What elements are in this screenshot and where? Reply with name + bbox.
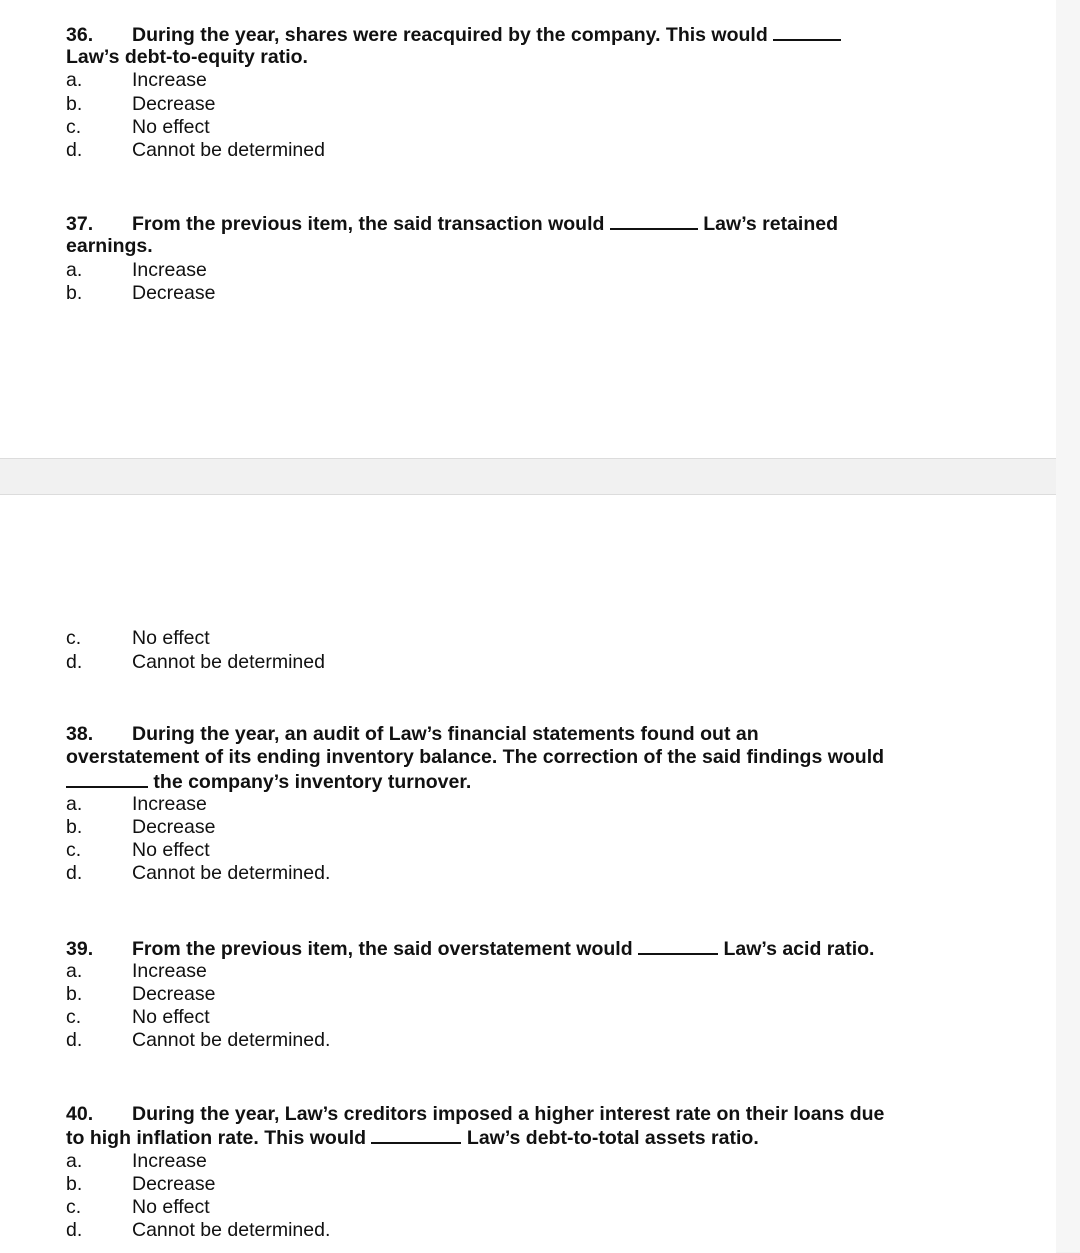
- option-letter: b.: [66, 93, 83, 115]
- option-text: No effect: [132, 839, 210, 861]
- option-letter: b.: [66, 1173, 83, 1195]
- option-text: No effect: [132, 1196, 210, 1218]
- question-36-stem-line-2: Law’s debt-to-equity ratio.: [66, 46, 308, 68]
- option-letter: d.: [66, 139, 83, 161]
- question-37-stem-text-after: Law’s retained: [703, 213, 839, 235]
- document-page-1: [0, 0, 1056, 459]
- option-letter: b.: [66, 816, 83, 838]
- question-37-stem-line-2: earnings.: [66, 235, 153, 257]
- option-letter: a.: [66, 1150, 83, 1172]
- answer-blank: [66, 770, 148, 788]
- question-38-stem-line-3: [66, 770, 471, 794]
- option-letter: d.: [66, 862, 83, 884]
- option-text: Increase: [132, 793, 207, 815]
- option-text: Cannot be determined.: [132, 862, 331, 884]
- option-letter: a.: [66, 69, 83, 91]
- option-letter: b.: [66, 282, 83, 304]
- question-37-number: 37.: [66, 213, 94, 235]
- option-text: Increase: [132, 960, 207, 982]
- option-letter: c.: [66, 116, 82, 138]
- option-letter: a.: [66, 793, 83, 815]
- question-36-number: 36.: [66, 24, 94, 46]
- option-text: Decrease: [132, 816, 216, 838]
- option-text: Increase: [132, 1150, 207, 1172]
- option-letter: a.: [66, 960, 83, 982]
- scroll-gutter[interactable]: [1056, 0, 1080, 1252]
- option-text: Decrease: [132, 983, 216, 1005]
- question-38-number: 38.: [66, 723, 94, 745]
- question-38-stem-line-1: [66, 723, 759, 746]
- question-40-number: 40.: [66, 1103, 94, 1125]
- option-text: Increase: [132, 259, 207, 281]
- option-letter: c.: [66, 839, 82, 861]
- option-text: Cannot be determined: [132, 651, 325, 673]
- option-text: No effect: [132, 1006, 210, 1028]
- option-text: Decrease: [132, 1173, 216, 1195]
- question-36-stem-line-1: [66, 23, 841, 47]
- option-text: Decrease: [132, 93, 216, 115]
- question-37-stem-line-1: [66, 212, 838, 236]
- question-38-stem-text-after: the company’s inventory turnover.: [153, 771, 472, 793]
- question-40-stem-text: During the year, Law’s creditors imposed a higher interest rate on their loans due: [132, 1103, 885, 1125]
- document-page-2: [0, 494, 1056, 1253]
- question-39-stem-line-1: [66, 937, 874, 961]
- question-40-stem-text-before: to high inflation rate. This would: [66, 1127, 367, 1149]
- question-40-stem-line-2: [66, 1126, 759, 1150]
- option-letter: c.: [66, 627, 82, 649]
- option-text: No effect: [132, 116, 210, 138]
- question-37-stem-text: From the previous item, the said transaction would: [132, 213, 605, 235]
- option-text: Cannot be determined: [132, 139, 325, 161]
- option-text: Increase: [132, 69, 207, 91]
- question-36-stem-text: During the year, shares were reacquired by the company. This would: [132, 24, 768, 46]
- option-letter: d.: [66, 651, 83, 673]
- answer-blank: [371, 1126, 461, 1144]
- question-39-stem-text-after: Law’s acid ratio.: [723, 938, 875, 960]
- option-letter: c.: [66, 1196, 82, 1218]
- option-text: Cannot be determined.: [132, 1029, 331, 1051]
- answer-blank: [773, 23, 841, 41]
- option-letter: d.: [66, 1029, 83, 1051]
- option-letter: d.: [66, 1219, 83, 1241]
- question-39-stem-text: From the previous item, the said overstatement would: [132, 938, 633, 960]
- option-text: Decrease: [132, 282, 216, 304]
- option-letter: a.: [66, 259, 83, 281]
- question-38-stem-text: During the year, an audit of Law’s financial statements found out an: [132, 723, 759, 745]
- question-38-stem-line-2: overstatement of its ending inventory balance. The correction of the said findings would: [66, 746, 885, 768]
- option-letter: c.: [66, 1006, 82, 1028]
- option-text: No effect: [132, 627, 210, 649]
- option-text: Cannot be determined.: [132, 1219, 331, 1241]
- option-letter: b.: [66, 983, 83, 1005]
- answer-blank: [610, 212, 698, 230]
- question-40-stem-line-1: [66, 1103, 884, 1126]
- question-40-stem-text-after: Law’s debt-to-total assets ratio.: [466, 1127, 759, 1149]
- question-39-number: 39.: [66, 938, 94, 960]
- answer-blank: [638, 937, 718, 955]
